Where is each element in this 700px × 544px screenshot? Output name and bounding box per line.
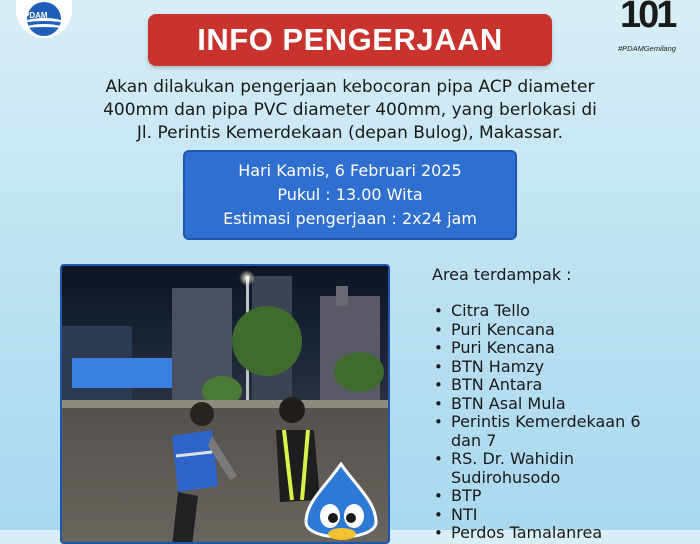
- list-item: • BTP: [432, 487, 672, 506]
- list-item: • Citra Tello: [432, 302, 672, 321]
- schedule-box: [183, 150, 517, 240]
- list-item: • Perintis Kemerdekaan 6 dan 7: [432, 413, 672, 450]
- affected-area-heading: Area terdampak :: [432, 265, 572, 284]
- page-title: INFO PENGERJAAN: [197, 22, 503, 57]
- anniversary-number: 101: [620, 0, 675, 36]
- schedule-time: Pukul : 13.00 Wita: [277, 185, 423, 204]
- pdam-logo-text: PDAM: [24, 11, 48, 20]
- list-item: • BTN Hamzy: [432, 358, 672, 377]
- affected-area-list: [432, 302, 672, 543]
- pdam-logo: [16, 0, 72, 38]
- list-item: • Perdos Tamalanrea: [432, 524, 672, 543]
- description-line: Jl. Perintis Kemerdekaan (depan Bulog), Makassar.: [136, 123, 564, 143]
- list-item: • RS. Dr. Wahidin Sudirohusodo: [432, 450, 672, 487]
- list-item: • Puri Kencana: [432, 321, 672, 340]
- description-line: Akan dilakukan pengerjaan kebocoran pipa ACP diameter: [105, 77, 595, 97]
- schedule-day: Hari Kamis, 6 Februari 2025: [238, 161, 462, 180]
- list-item: • BTN Asal Mula: [432, 395, 672, 414]
- description: [80, 76, 620, 145]
- worker-figure-1: [132, 396, 242, 544]
- description-line: 400mm dan pipa PVC diameter 400mm, yang berlokasi di: [103, 100, 597, 120]
- list-item: • NTI: [432, 506, 672, 525]
- list-item: • BTN Antara: [432, 376, 672, 395]
- list-item: • Puri Kencana: [432, 339, 672, 358]
- title-banner: [148, 14, 552, 66]
- hashtag-text: #PDAMGemilang: [618, 44, 676, 53]
- schedule-estimate: Estimasi pengerjaan : 2x24 jam: [223, 209, 477, 228]
- anniversary-logo: [616, 0, 688, 56]
- water-drop-mascot-icon: [296, 462, 386, 542]
